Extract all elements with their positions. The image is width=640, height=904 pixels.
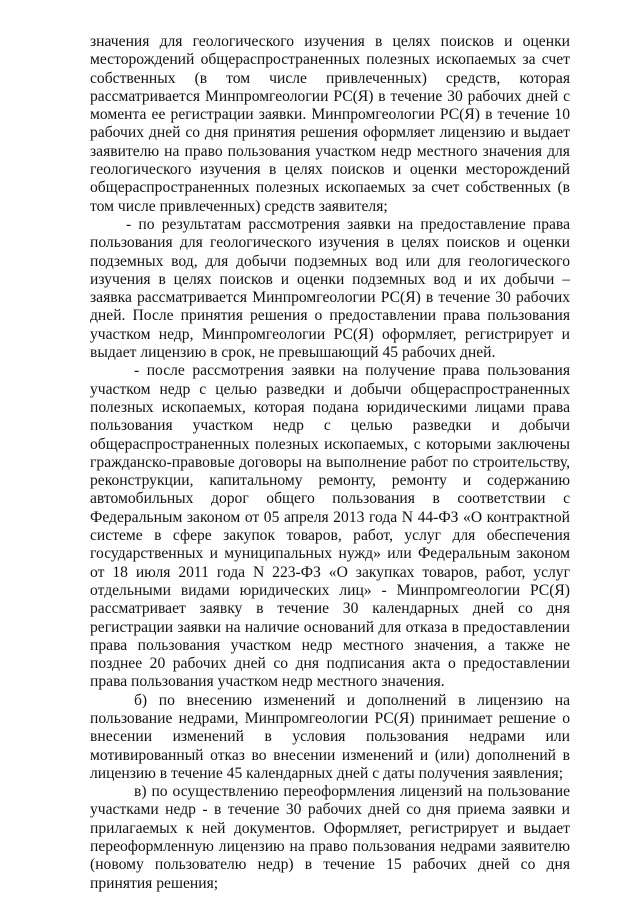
document-page bbox=[90, 33, 570, 893]
paragraph-v-reissue: в) по осуществлению переоформления лицензий на пользование участками недр - в течение 30 рабочих дней со дня приема заявки и прилагаемых к ней документов. Оформляет, регистрирует и выдает переоформленную лицензию на право пользования недрами заявителю (новому пользователю недр) в течение 15 рабочих дней со дня принятия решения; bbox=[90, 783, 570, 892]
paragraph-continuation: значения для геологического изучения в целях поисков и оценки месторождений общераспространенных полезных ископаемых за счет собственных (в том числе привлеченных) средств, которая рассматривается Минпромгеологии РС(Я) в течение 30 рабочих дней с момента ее регистрации заявки. Минпромгеологии РС(Я) в течение 10 рабочих дней со дня принятия решения оформляет лицензию и выдает заявителю на право пользования участком недр местного значения для геологического изучения в целях поисков и оценки месторождений общераспространенных полезных ископаемых за счет собственных (в том числе привлеченных) средств заявителя; bbox=[90, 33, 570, 215]
paragraph-road-works: - после рассмотрения заявки на получение права пользования участком недр с целью разведки и добычи общераспространенных полезных ископаемых, которая подана юридическими лицами права пользования участком недр с целью разведки и добычи общераспространенных полезных ископаемых, с которыми заключены гражданско-правовые договоры на выполнение работ по строительству, реконструкции, капитальному ремонту, ремонту и содержанию автомобильных дорог общего пользования в соответствии с Федеральным законом от 05 апреля 2013 года N 44-ФЗ «О контрактной системе в сфере закупок товаров, работ, услуг для обеспечения государственных и муниципальных нужд» или Федеральным законом от 18 июля 2011 года N 223-ФЗ «О закупках товаров, работ, услуг отдельными видами юридических лиц» - Минпромгеологии РС(Я) рассматривает заявку в течение 30 календарных дней со дня регистрации заявки на наличие оснований для отказа в предоставлении права пользования участком недр местного значения, а также не позднее 20 рабочих дней со дня подписания акта о предоставлении права пользования участком недр местного значения. bbox=[90, 362, 570, 691]
paragraph-b-amendments: б) по внесению изменений и дополнений в лицензию на пользование недрами, Минпромгеологии РС(Я) принимает решение о внесении изменений в условия пользования недрами или мотивированный отказ во внесении изменений и (или) дополнений в лицензию в течение 45 календарных дней с даты получения заявления; bbox=[90, 691, 570, 782]
paragraph-groundwater: - по результатам рассмотрения заявки на предоставление права пользования для геологического изучения в целях поисков и оценки подземных вод, для добычи подземных вод или для геологического изучения в целях поисков и оценки подземных вод и их добычи – заявка рассматривается Минпромгеологии РС(Я) в течение 30 рабочих дней. После принятия решения о предоставлении права пользования участком недр, Минпромгеологии РС(Я) оформляет, регистрирует и выдает лицензию в срок, не превышающий 45 рабочих дней. bbox=[90, 215, 570, 362]
